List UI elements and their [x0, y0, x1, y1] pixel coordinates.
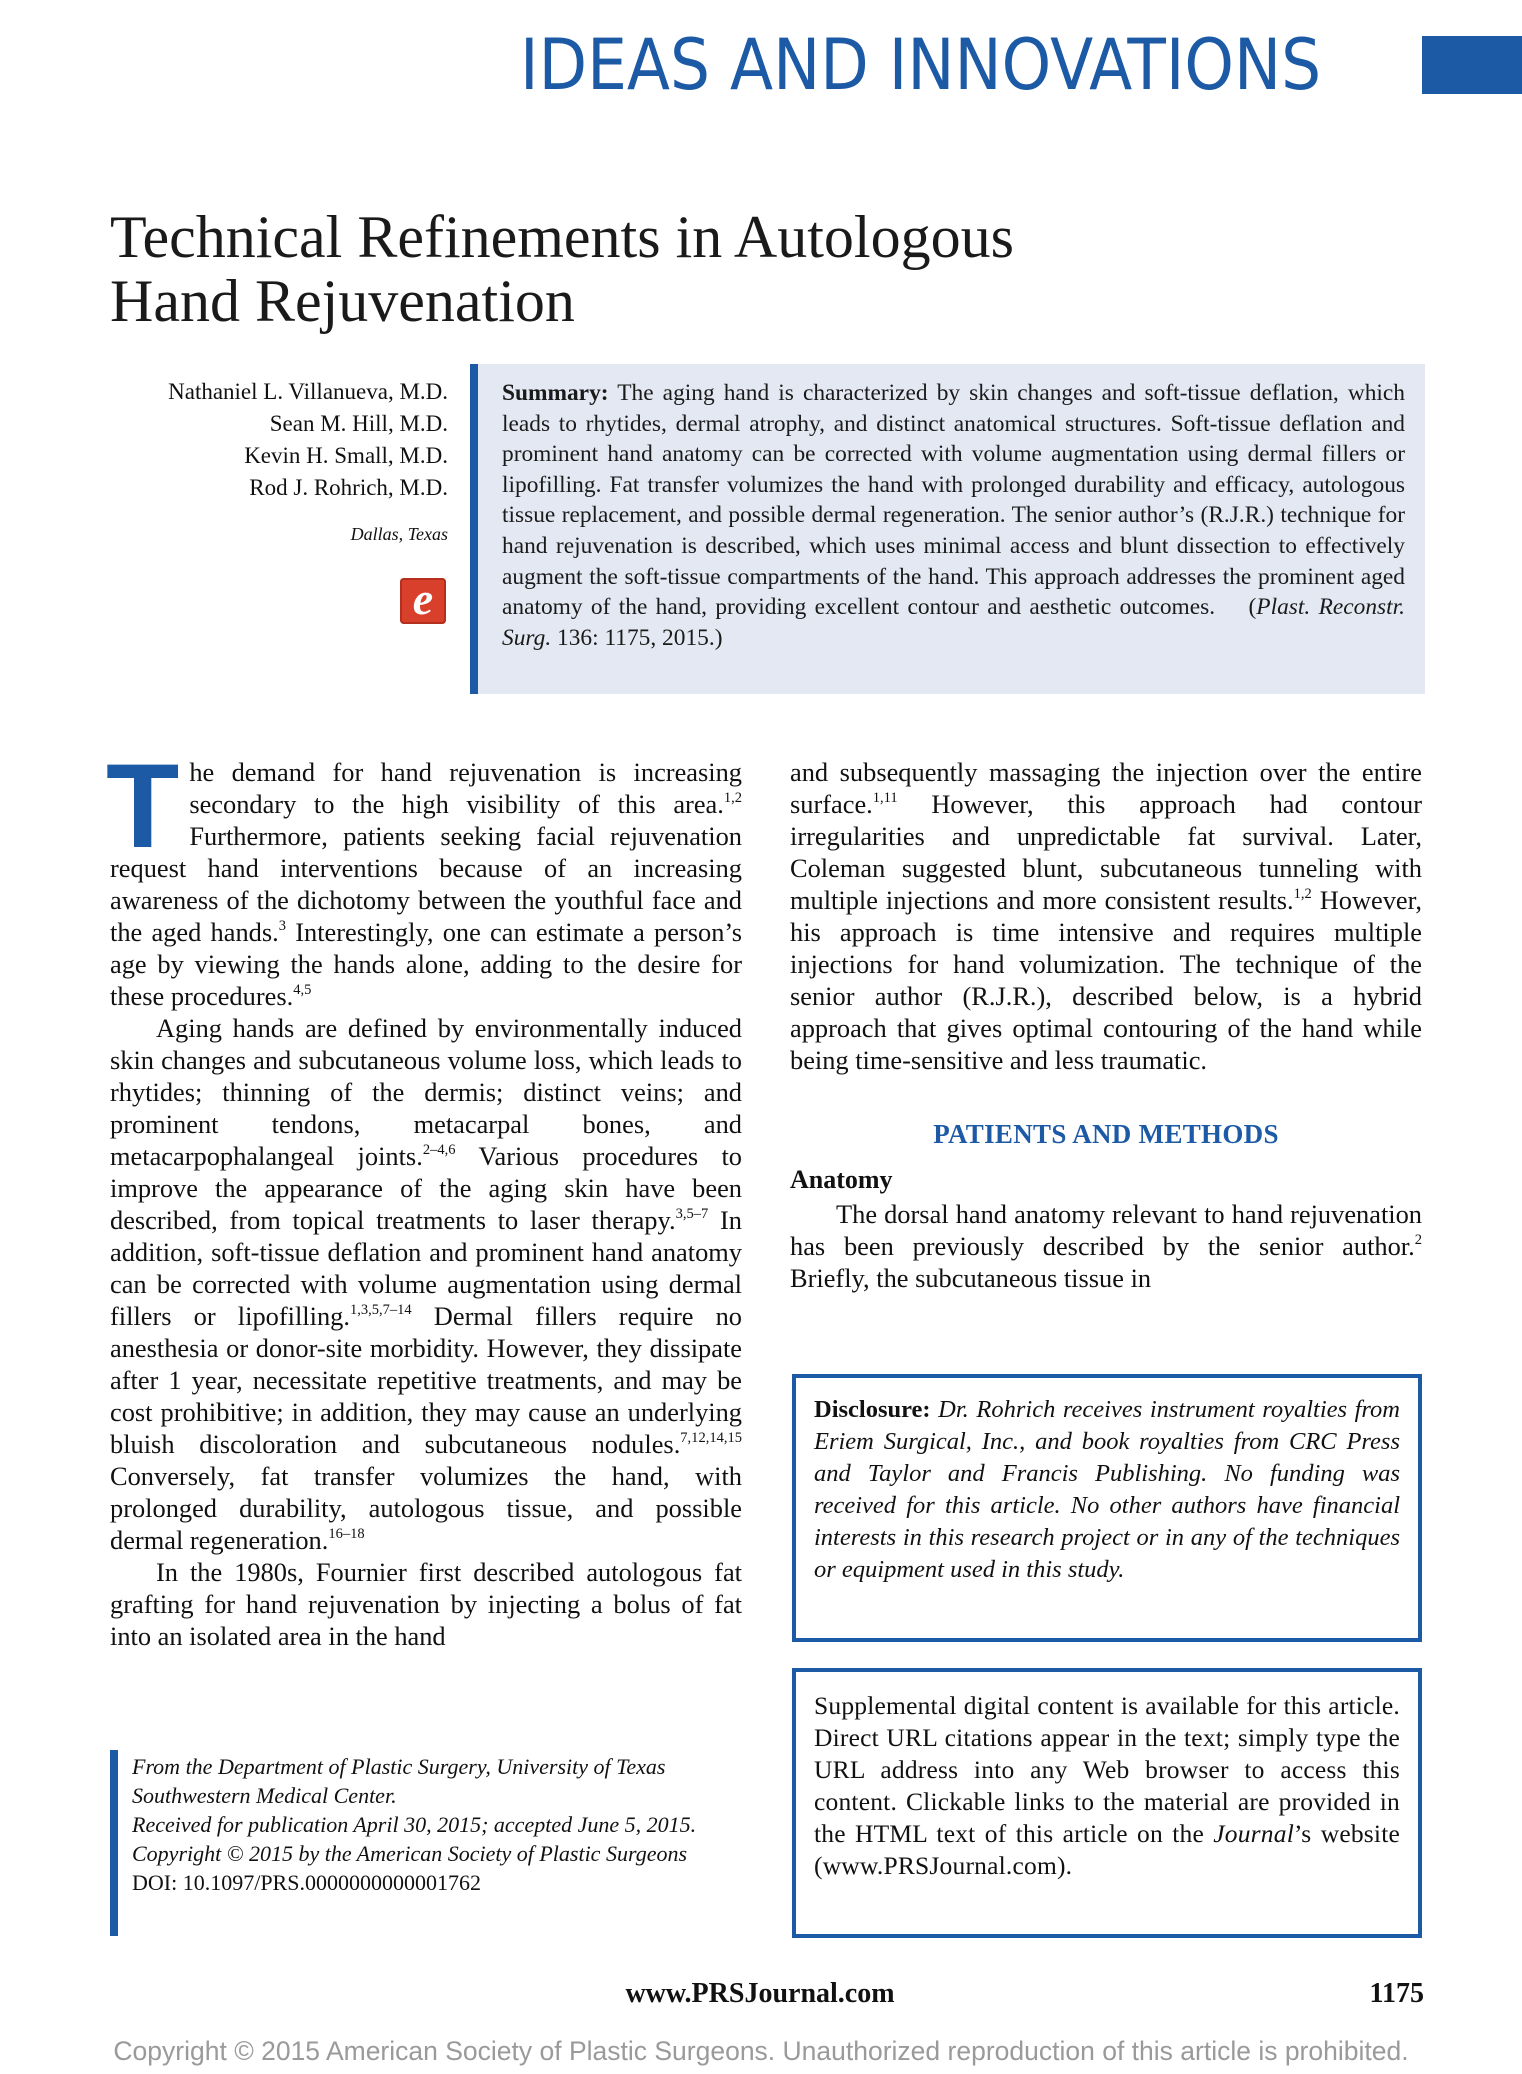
- text-run: The dorsal hand anatomy relevant to hand rejuvenation has been previously described by the senior author.: [790, 1199, 1422, 1261]
- text-run: However, this approach had contour irregularities and unpredictable fat survival. Later, Coleman suggested blunt, subcutaneous tunneling with multiple injections and more consistent results.: [790, 789, 1422, 915]
- copyright-notice: Copyright © 2015 American Society of Plastic Surgeons. Unauthorized reproduction of this article is prohibited.: [113, 2036, 1409, 2066]
- author-name: Sean M. Hill, M.D.: [269, 411, 448, 436]
- citation-rest: 136: 1175, 2015.): [551, 624, 723, 651]
- reference-marker[interactable]: 2: [1414, 1232, 1422, 1249]
- author-location: Dallas, Texas: [350, 524, 448, 544]
- text-run: Conversely, fat transfer volumizes the hand, with prolonged durability, autologous tissue, and possible dermal regeneration.: [110, 1461, 742, 1555]
- supplemental-link-text[interactable]: ’s website (www.PRSJournal.com).: [814, 1819, 1400, 1880]
- supplemental-journal: Journal: [1213, 1819, 1294, 1848]
- citation-open: (: [1248, 594, 1257, 621]
- text-run: and subsequently massaging the injection over the entire surface.: [790, 757, 1422, 819]
- section-banner: IDEAS AND INNOVATIONS: [520, 24, 1322, 106]
- page-number: 1175: [1369, 1978, 1424, 2009]
- text-run: he demand for hand rejuvenation is increasing secondary to the high visibility of this area.: [189, 757, 742, 819]
- summary-text: The aging hand is characterized by skin changes and soft-tissue deflation, which leads to rhytides, dermal atrophy, and distinct anatomical structures. Soft-tissue deflation and prominent hand anatomy can be corrected with volume augmentation using dermal fillers or lipofilling. Fat transfer volumizes the hand with prolonged durability and efficacy, autologous tissue replacement, and possible dermal regeneration. The senior author’s (R.J.R.) technique for hand rejuvenation is described, which uses minimal access and blunt dissection to effectively augment the soft-tissue compartments of the hand. This approach addresses the prominent aged anatomy of the hand, providing excellent contour and aesthetic outcomes.: [502, 380, 1405, 621]
- journal-url[interactable]: www.PRSJournal.com: [625, 1978, 895, 2009]
- reference-marker[interactable]: 4,5: [293, 982, 312, 999]
- right-column: [790, 756, 1422, 1294]
- electronic-content-icon[interactable]: e: [400, 578, 446, 624]
- summary-label: Summary:: [502, 380, 609, 406]
- text-run: Aging hands are defined by environmentally induced skin changes and subcutaneous volume loss, which leads to rhytides; thinning of the dermis; distinct veins; and prominent tendons, metacarpal bones, and metacarpophalangeal joints.: [110, 1013, 742, 1171]
- reference-marker[interactable]: 1,2: [1293, 886, 1312, 903]
- affiliation-footnote: [110, 1750, 742, 1936]
- author-name: Rod J. Rohrich, M.D.: [249, 475, 448, 500]
- disclosure-box: [792, 1374, 1422, 1642]
- subsection-heading: Anatomy: [790, 1165, 893, 1194]
- supplemental-content-box: [792, 1668, 1422, 1938]
- doi-link[interactable]: DOI: 10.1097/PRS.0000000000001762: [132, 1870, 481, 1895]
- reference-marker[interactable]: 3: [278, 918, 286, 935]
- reference-marker[interactable]: 16–18: [328, 1526, 365, 1543]
- paragraph: [110, 1556, 742, 1652]
- reference-marker[interactable]: 3,5–7: [675, 1206, 709, 1223]
- paragraph: [106, 739, 742, 1012]
- section-heading: PATIENTS AND METHODS: [933, 1119, 1279, 1149]
- affiliation-line: From the Department of Plastic Surgery, University of Texas Southwestern Medical Center.: [132, 1754, 666, 1808]
- title-line-2: Hand Rejuvenation: [110, 268, 575, 334]
- title-line-1: Technical Refinements in Autologous: [110, 204, 1014, 270]
- reference-marker[interactable]: 2–4,6: [422, 1142, 456, 1159]
- text-run: In the 1980s, Fournier first described autologous fat grafting for hand rejuvenation by injecting a bolus of fat into an isolated area in the hand: [110, 1557, 742, 1651]
- reference-marker[interactable]: 1,2: [723, 790, 742, 807]
- copyright-line: Copyright © 2015 by the American Society of Plastic Surgeons: [132, 1841, 688, 1866]
- supplemental-text: Supplemental digital content is available for this article. Direct URL citations appear in the text; simply type the URL address into any Web browser to access this content. Clickable links to the material are provided in the HTML text of this article on the: [814, 1691, 1400, 1848]
- left-column: [106, 739, 742, 1652]
- text-run: In addition, soft-tissue deflation and prominent hand anatomy can be corrected with volume augmentation using dermal fillers or lipofilling.: [110, 1205, 742, 1331]
- text-run: Briefly, the subcutaneous tissue in: [790, 1263, 1152, 1293]
- author-list: [100, 376, 448, 546]
- disclosure-label: Disclosure:: [814, 1396, 931, 1423]
- reference-marker[interactable]: 7,12,14,15: [680, 1430, 742, 1447]
- disclosure-text: Dr. Rohrich receives instrument royalties from Eriem Surgical, Inc., and book royalties from CRC Press and Taylor and Francis Publishing. No funding was received for this article. No other authors have financial interests in this research project or in any of the techniques or equipment used in this study.: [814, 1396, 1400, 1583]
- received-line: Received for publication April 30, 2015; accepted June 5, 2015.: [132, 1812, 697, 1837]
- paragraph: [790, 1198, 1422, 1294]
- reference-marker[interactable]: 1,11: [872, 790, 898, 807]
- text-run: However, his approach is time intensive and requires multiple injections for hand volumization. The technique of the senior author (R.J.R.), described below, is a hybrid approach that gives optimal contouring of the hand while being time-sensitive and less traumatic.: [790, 885, 1422, 1075]
- banner-bar: [1422, 36, 1522, 94]
- summary-box: [470, 364, 1425, 694]
- author-name: Kevin H. Small, M.D.: [244, 443, 448, 468]
- reference-marker[interactable]: 1,3,5,7–14: [349, 1302, 412, 1319]
- author-name: Nathaniel L. Villanueva, M.D.: [168, 379, 448, 404]
- paragraph: [110, 1012, 742, 1556]
- text-run: Various procedures to improve the appearance of the aging skin have been described, from topical treatments to laser therapy.: [110, 1141, 742, 1235]
- text-run: Furthermore, patients seeking facial rejuvenation request hand interventions because of an increasing awareness of the dichotomy between the youthful face and the aged hands.: [110, 821, 742, 947]
- citation-journal: Plast. Reconstr. Surg.: [502, 594, 1405, 651]
- text-run: Interestingly, one can estimate a person’s age by viewing the hands alone, adding to the desire for these procedures.: [110, 917, 742, 1011]
- text-run: Dermal fillers require no anesthesia or donor-site morbidity. However, they dissipate after 1 year, necessitate repetitive treatments, and may be cost prohibitive; in addition, they may cause an underlying bluish discoloration and subcutaneous nodules.: [110, 1301, 742, 1459]
- paragraph: [790, 756, 1422, 1076]
- article-title: [110, 205, 1210, 333]
- drop-cap: T: [106, 739, 180, 873]
